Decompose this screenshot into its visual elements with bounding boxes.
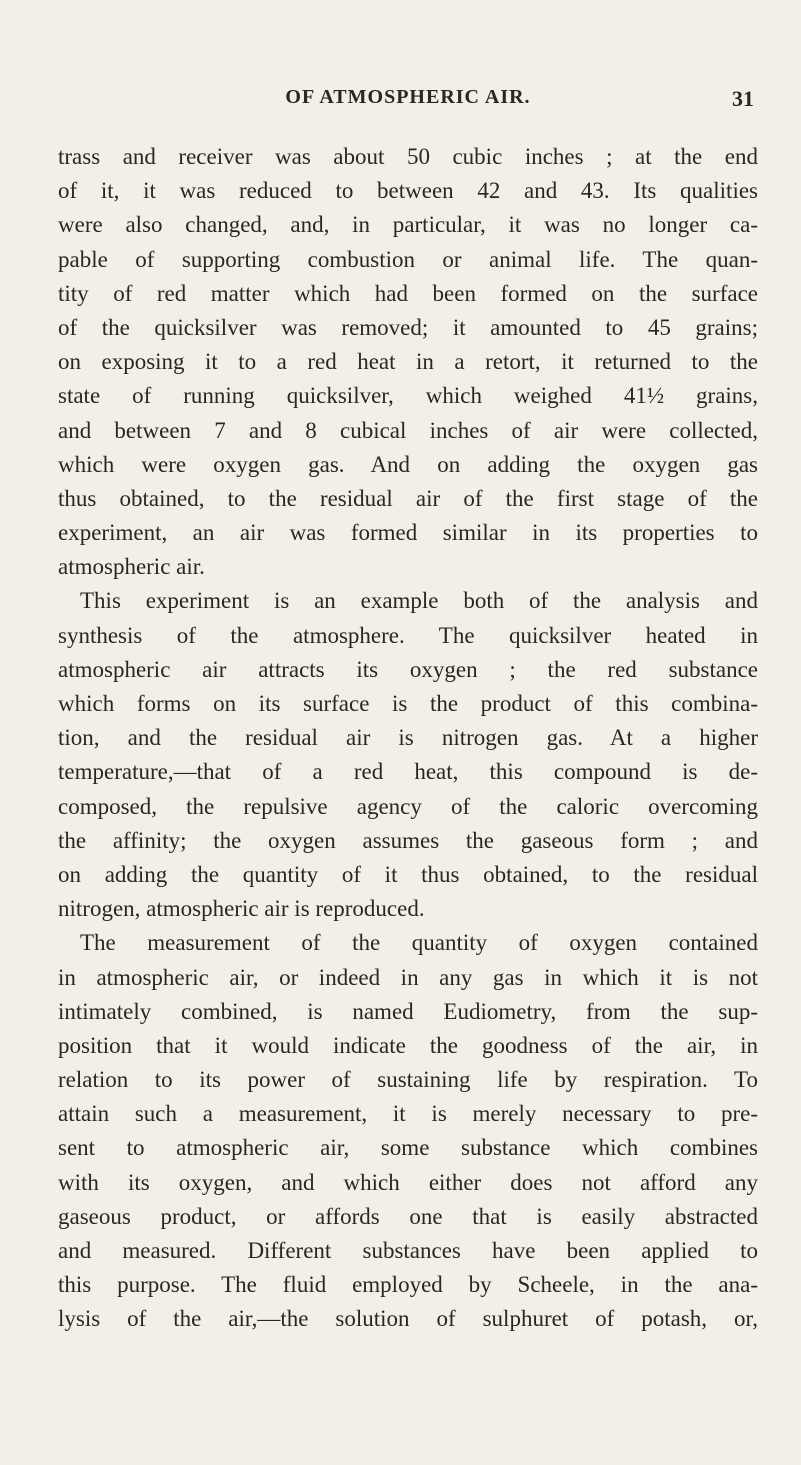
text-line: on exposing it to a red heat in a retort, it returned to the <box>58 349 758 375</box>
text-line: temperature,—that of a red heat, this compound is de- <box>58 759 758 785</box>
running-head <box>58 86 758 116</box>
text-line: The measurement of the quantity of oxygen contained <box>80 930 758 956</box>
text-line: state of running quicksilver, which weighed 41½ grains, <box>58 383 758 409</box>
text-line: relation to its power of sustaining life by respiration. To <box>58 1067 758 1093</box>
text-line: in atmospheric air, or indeed in any gas in which it is not <box>58 964 758 990</box>
text-line: atmospheric air. <box>58 554 205 580</box>
text-line: lysis of the air,—the solution of sulphuret of potash, or, <box>58 1306 758 1332</box>
text-line: tity of red matter which had been formed on the surface <box>58 280 758 306</box>
text-line: nitrogen, atmospheric air is reproduced. <box>58 896 425 922</box>
text-line: pable of supporting combustion or animal life. The quan- <box>58 246 758 272</box>
text-line: experiment, an air was formed similar in its properties to <box>58 520 758 546</box>
text-line: and measured. Different substances have been applied to <box>58 1238 758 1263</box>
text-line: which forms on its surface is the product of this combina- <box>58 691 758 716</box>
text-line: intimately combined, is named Eudiometry, from the sup- <box>58 998 758 1024</box>
text-line: tion, and the residual air is nitrogen gas. At a higher <box>58 725 758 751</box>
text-line: which were oxygen gas. And on adding the oxygen gas <box>58 451 758 477</box>
text-line: attain such a measurement, it is merely necessary to pre- <box>58 1101 758 1127</box>
text-line: gaseous product, or affords one that is easily abstracted <box>58 1203 758 1229</box>
text-line: with its oxygen, and which either does not afford any <box>58 1169 758 1195</box>
text-line: atmospheric air attracts its oxygen ; the red substance <box>58 656 758 682</box>
text-line: trass and receiver was about 50 cubic inches ; at the end <box>58 144 758 169</box>
text-line: thus obtained, to the residual air of the first stage of the <box>58 485 758 511</box>
text-line: of it, it was reduced to between 42 and 43. Its qualities <box>58 178 758 204</box>
text-line: synthesis of the atmosphere. The quicksilver heated in <box>58 622 758 648</box>
text-line: This experiment is an example both of the analysis and <box>80 588 758 614</box>
text-line: the affinity; the oxygen assumes the gaseous form ; and <box>58 827 758 853</box>
page-number: 31 <box>732 86 754 111</box>
running-title: OF ATMOSPHERIC AIR. <box>285 86 531 108</box>
text-line: on adding the quantity of it thus obtained, to the residual <box>58 861 758 887</box>
body-text <box>58 140 758 1337</box>
text-line: position that it would indicate the goodness of the air, in <box>58 1032 758 1058</box>
text-line: sent to atmospheric air, some substance which combines <box>58 1135 758 1161</box>
text-line: composed, the repulsive agency of the caloric overcoming <box>58 793 758 819</box>
text-line: of the quicksilver was removed; it amounted to 45 grains; <box>58 314 758 340</box>
text-line: this purpose. The fluid employed by Scheele, in the ana- <box>58 1272 758 1298</box>
text-line: were also changed, and, in particular, it was no longer ca- <box>58 212 758 238</box>
text-line: and between 7 and 8 cubical inches of air were collected, <box>58 417 758 443</box>
